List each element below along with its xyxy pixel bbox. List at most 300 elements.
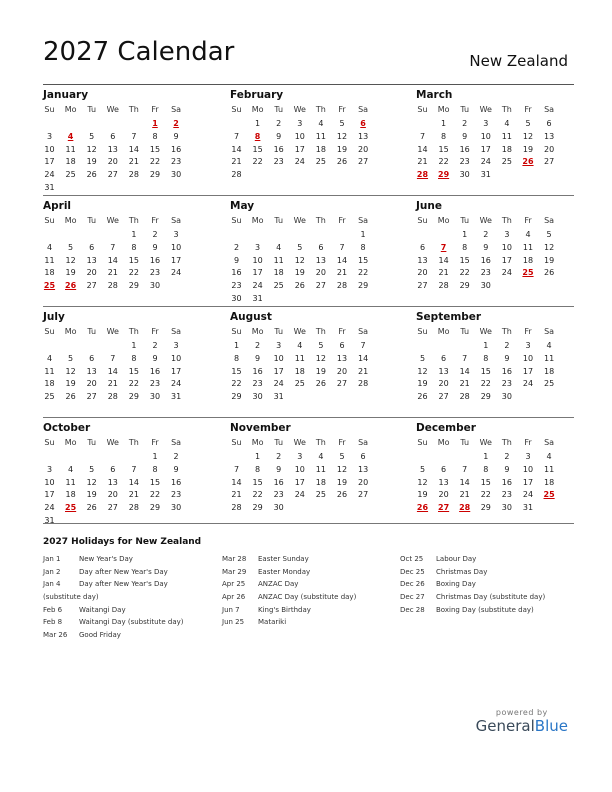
calendar-row — [43, 84, 574, 195]
calendar-day: 15 — [252, 477, 263, 487]
weekday-header: Su — [231, 327, 242, 336]
month-name: October — [43, 422, 91, 434]
calendar-day: 12 — [417, 366, 428, 376]
calendar-day: 24 — [171, 268, 182, 278]
calendar-day: 8 — [152, 131, 158, 141]
calendar-day: 17 — [171, 255, 182, 265]
calendar-day: 14 — [231, 477, 242, 487]
calendar-day: 17 — [171, 366, 182, 376]
calendar-day: 20 — [86, 268, 97, 278]
calendar-day: 16 — [231, 268, 242, 278]
calendar-day: 1 — [360, 230, 366, 239]
calendar-day: 3 — [255, 242, 261, 252]
holiday-date: Jun 25 — [222, 618, 245, 627]
calendar-day: 5 — [339, 119, 345, 128]
calendar-day: 27 — [358, 490, 369, 500]
holiday-date: Mar 28 — [222, 555, 247, 563]
calendar-day: 7 — [131, 464, 137, 474]
weekday-header: Su — [44, 216, 55, 225]
weekday-header: Tu — [274, 216, 284, 225]
calendar-day: 11 — [44, 255, 55, 265]
calendar-day: 19 — [65, 379, 76, 389]
calendar-day: 14 — [107, 255, 118, 265]
calendar-day: 9 — [276, 131, 282, 141]
calendar-day: 11 — [273, 255, 284, 265]
weekday-header: Fr — [151, 216, 159, 225]
calendar-day: 24 — [522, 490, 534, 500]
calendar-day: 26 — [86, 170, 97, 180]
calendar-day: 11 — [65, 477, 76, 487]
calendar-day: 28 — [107, 281, 118, 291]
holiday-name: Boxing Day (substitute day) — [436, 605, 534, 614]
weekday-header: Fr — [338, 438, 346, 447]
calendar-day: 23 — [273, 157, 284, 167]
calendar-day: 10 — [294, 464, 305, 474]
calendar-day: 28 — [231, 170, 242, 180]
holiday-day: 2 — [173, 119, 179, 128]
weekday-header: Tu — [87, 216, 97, 225]
weekday-header: Sa — [358, 438, 369, 447]
holiday-date: Mar 29 — [222, 567, 247, 576]
calendar-day: 17 — [44, 157, 55, 167]
weekday-header: Mo — [251, 438, 264, 447]
calendar-day: 18 — [544, 366, 555, 376]
calendar-day: 22 — [149, 490, 161, 500]
month-name: February — [230, 89, 284, 101]
calendar-day: 1 — [233, 341, 240, 350]
weekday-header: Fr — [524, 327, 532, 336]
holiday-date: Mar 26 — [43, 631, 68, 640]
calendar-day: 10 — [273, 353, 284, 363]
holiday-item — [43, 591, 184, 604]
calendar-day: 3 — [46, 131, 53, 141]
holiday-name: New Year's Day — [79, 555, 133, 563]
weekday-header: Tu — [274, 438, 284, 447]
calendar-day: 29 — [128, 281, 139, 291]
calendar-day: 24 — [294, 490, 305, 500]
calendar-day: 12 — [86, 144, 97, 154]
holiday-item — [43, 578, 184, 591]
weekday-header: We — [106, 327, 119, 336]
calendar-day: 19 — [336, 477, 348, 487]
calendar-day: 29 — [149, 170, 161, 180]
calendar-day: 1 — [255, 119, 261, 128]
weekday-header: Tu — [87, 105, 97, 114]
calendar-day: 3 — [297, 119, 303, 128]
calendar-day: 23 — [149, 379, 161, 389]
calendar-day: 29 — [480, 503, 491, 513]
calendar-day: 4 — [546, 341, 552, 350]
calendar-day: 31 — [522, 503, 534, 513]
calendar-day: 25 — [544, 379, 555, 389]
calendar-day: 18 — [273, 268, 284, 278]
holidays-title: 2027 Holidays for New Zealand — [43, 537, 202, 547]
calendar-day: 5 — [68, 242, 74, 252]
weekday-header: Tu — [460, 327, 470, 336]
calendar-day: 5 — [419, 353, 426, 363]
holiday-item — [43, 553, 184, 566]
weekday-header: Sa — [171, 216, 182, 225]
calendar-day: 22 — [459, 268, 470, 278]
holiday-item — [222, 604, 356, 617]
holiday-date: Jun 7 — [222, 605, 240, 614]
weekday-header: Mo — [64, 327, 77, 336]
calendar-day: 10 — [522, 464, 534, 474]
month-name: August — [230, 311, 272, 323]
weekday-header: Sa — [171, 438, 182, 447]
calendar-day: 7 — [339, 242, 345, 252]
holiday-day: 8 — [254, 131, 261, 141]
calendar-day: 6 — [441, 464, 447, 474]
calendar-day: 6 — [419, 242, 426, 252]
calendar-day: 14 — [128, 477, 139, 487]
holiday-item — [400, 553, 545, 566]
calendar-day: 30 — [501, 392, 512, 402]
calendar-day: 1 — [483, 452, 489, 461]
calendar-day: 5 — [68, 353, 74, 363]
calendar-day: 8 — [441, 131, 447, 141]
holiday-name: Waitangi Day — [79, 605, 126, 614]
calendar-day: 26 — [417, 392, 428, 402]
weekday-header: Sa — [358, 216, 369, 225]
calendar-day: 18 — [44, 379, 55, 389]
holiday-day: 6 — [360, 119, 366, 128]
calendar-day: 7 — [131, 131, 137, 141]
calendar-day: 16 — [149, 255, 161, 265]
calendar-day: 26 — [294, 281, 305, 291]
calendar-day: 4 — [46, 353, 53, 363]
calendar-day: 2 — [233, 242, 240, 252]
calendar-day: 20 — [107, 490, 118, 500]
calendar-day: 5 — [419, 464, 426, 474]
weekday-header: Fr — [524, 438, 532, 447]
country-name: New Zealand — [469, 52, 568, 70]
calendar-day: 7 — [419, 131, 426, 141]
weekday-header: Th — [128, 216, 139, 225]
calendar-day: 23 — [501, 490, 512, 500]
calendar-day: 2 — [483, 230, 489, 239]
calendar-day: 23 — [459, 157, 470, 167]
calendar-day: 25 — [501, 157, 512, 167]
calendar-day: 24 — [522, 379, 534, 389]
calendar-day: 21 — [231, 157, 242, 167]
calendar-day: 15 — [149, 477, 161, 487]
calendar-day: 21 — [358, 366, 369, 376]
calendar-day: 27 — [336, 379, 348, 389]
weekday-header: We — [479, 438, 492, 447]
calendar-day: 20 — [358, 144, 369, 154]
calendar-day: 10 — [171, 242, 182, 252]
calendar-day: 8 — [462, 242, 468, 252]
calendar-grid — [43, 84, 574, 528]
calendar-day: 2 — [276, 452, 282, 461]
calendar-day: 8 — [255, 464, 261, 474]
calendar-day: 9 — [483, 242, 489, 252]
calendar-day: 13 — [315, 255, 326, 265]
weekday-header: Sa — [544, 438, 555, 447]
calendar-day: 10 — [294, 131, 305, 141]
calendar-day: 11 — [501, 131, 512, 141]
calendar-day: 27 — [544, 157, 555, 167]
weekday-header: Th — [315, 105, 326, 114]
calendar-day: 16 — [501, 366, 512, 376]
weekday-header: We — [479, 216, 492, 225]
calendar-day: 28 — [438, 281, 449, 291]
holiday-item — [222, 553, 356, 566]
calendar-day: 20 — [438, 490, 449, 500]
calendar-day: 3 — [173, 341, 179, 350]
holiday-item — [400, 566, 545, 579]
calendar-day: 13 — [86, 255, 97, 265]
calendar-day: 5 — [318, 341, 324, 350]
calendar-day: 26 — [65, 392, 76, 402]
calendar-day: 9 — [173, 464, 179, 474]
calendar-day: 10 — [522, 353, 534, 363]
calendar-day: 22 — [480, 490, 491, 500]
calendar-day: 20 — [107, 157, 118, 167]
calendar-day: 24 — [44, 170, 55, 180]
weekday-header: Th — [315, 438, 326, 447]
month-name: April — [43, 200, 72, 212]
brand-logo[interactable] — [476, 708, 568, 735]
calendar-day: 10 — [501, 242, 512, 252]
holidays-column — [400, 553, 545, 616]
calendar-day: 21 — [128, 490, 139, 500]
calendar-day: 27 — [358, 157, 369, 167]
month-name: May — [230, 200, 255, 212]
calendar-day: 6 — [110, 131, 116, 141]
calendar-day: 15 — [438, 144, 449, 154]
weekday-header: Sa — [358, 105, 369, 114]
holiday-item — [222, 566, 356, 579]
weekday-header: Mo — [437, 216, 450, 225]
month-name: September — [416, 311, 482, 323]
calendar-day: 25 — [65, 170, 76, 180]
calendar-row — [43, 195, 574, 306]
calendar-day: 6 — [318, 242, 324, 252]
holiday-day: 25 — [522, 268, 534, 278]
holiday-date: Dec 27 — [400, 593, 425, 602]
calendar-day: 24 — [171, 379, 182, 389]
calendar-day: 12 — [336, 464, 348, 474]
calendar-day: 22 — [438, 157, 449, 167]
calendar-day: 1 — [462, 230, 468, 239]
calendar-day: 20 — [86, 379, 97, 389]
weekday-header: We — [293, 327, 306, 336]
weekday-header: Tu — [87, 438, 97, 447]
calendar-day: 4 — [68, 464, 74, 474]
calendar-day: 14 — [107, 366, 118, 376]
calendar-day: 20 — [358, 477, 369, 487]
holiday-day: 25 — [65, 503, 77, 513]
weekday-header: Th — [128, 438, 139, 447]
holiday-name: Boxing Day — [436, 580, 476, 589]
calendar-day: 9 — [152, 242, 158, 252]
calendar-day: 8 — [131, 242, 137, 252]
calendar-day: 27 — [438, 392, 449, 402]
calendar-day: 22 — [231, 379, 242, 389]
calendar-day: 16 — [480, 255, 491, 265]
calendar-day: 21 — [336, 268, 348, 278]
divider — [43, 523, 574, 524]
calendar-day: 16 — [149, 366, 161, 376]
weekday-header: Tu — [460, 105, 470, 114]
calendar-day: 16 — [171, 477, 182, 487]
calendar-day: 28 — [459, 392, 470, 402]
calendar-day: 26 — [544, 268, 555, 278]
calendar-day: 21 — [107, 379, 118, 389]
calendar-day: 27 — [417, 281, 428, 291]
holiday-day: 26 — [416, 503, 429, 513]
holiday-name: Easter Sunday — [258, 555, 309, 563]
holiday-name: King's Birthday — [258, 605, 311, 614]
calendar-day: 3 — [525, 452, 531, 461]
calendar-day: 2 — [504, 341, 510, 350]
calendar-day: 11 — [522, 242, 534, 252]
calendar-day: 5 — [297, 242, 303, 252]
calendar-day: 2 — [152, 341, 158, 350]
calendar-day: 3 — [483, 119, 489, 128]
powered-by-label: powered by — [495, 708, 548, 717]
calendar-day: 7 — [110, 353, 116, 363]
weekday-header: We — [479, 105, 492, 114]
holiday-name: Day after New Year's Day — [79, 567, 168, 576]
holiday-name: Christmas Day (substitute day) — [436, 593, 546, 602]
calendar-day: 12 — [522, 131, 534, 141]
calendar-day: 19 — [315, 366, 326, 376]
calendar-day: 29 — [128, 392, 139, 402]
calendar-day: 10 — [480, 131, 491, 141]
calendar-day: 2 — [173, 452, 179, 461]
calendar-day: 11 — [65, 144, 76, 154]
calendar-day: 29 — [231, 392, 242, 402]
calendar-day: 18 — [522, 255, 534, 265]
month-name: July — [43, 311, 65, 323]
holiday-date: Feb 8 — [43, 618, 63, 627]
calendar-day: 6 — [546, 119, 552, 128]
holiday-date: Jan 2 — [43, 567, 61, 576]
calendar-day: 13 — [544, 131, 555, 141]
calendar-day: 1 — [255, 452, 261, 461]
calendar-day: 28 — [358, 379, 369, 389]
calendar-day: 4 — [46, 242, 53, 252]
holiday-day: 28 — [459, 503, 471, 513]
weekday-header: We — [106, 438, 119, 447]
calendar-row — [43, 417, 574, 528]
calendar-day: 26 — [86, 503, 97, 513]
holiday-item — [43, 604, 184, 617]
calendar-day: 31 — [480, 170, 491, 180]
calendar-day: 20 — [336, 366, 348, 376]
holiday-name: ANZAC Day — [258, 580, 299, 589]
weekday-header: Su — [44, 105, 55, 114]
calendar-day: 22 — [149, 157, 161, 167]
calendar-day: 26 — [336, 157, 348, 167]
calendar-day: 13 — [107, 144, 118, 154]
calendar-day: 1 — [483, 341, 489, 350]
weekday-header: Fr — [151, 438, 159, 447]
calendar-day: 30 — [149, 281, 161, 291]
calendar-day: 17 — [44, 490, 55, 500]
calendar-day: 7 — [233, 131, 240, 141]
holiday-day: 7 — [440, 242, 447, 252]
calendar-day: 4 — [318, 119, 324, 128]
holiday-date: Jan 1 — [43, 555, 61, 563]
calendar-day: 1 — [131, 341, 137, 350]
calendar-day: 3 — [173, 230, 179, 239]
weekday-header: Tu — [460, 438, 470, 447]
calendar-day: 13 — [86, 366, 97, 376]
month-name: March — [416, 89, 453, 101]
calendar-day: 11 — [294, 353, 305, 363]
calendar-day: 8 — [483, 464, 489, 474]
calendar-day: 27 — [315, 281, 326, 291]
calendar-day: 15 — [459, 255, 470, 265]
calendar-day: 16 — [273, 144, 284, 154]
calendar-day: 2 — [255, 341, 261, 350]
holiday-item — [400, 578, 545, 591]
calendar-day: 24 — [273, 379, 284, 389]
calendar-day: 30 — [149, 392, 161, 402]
calendar-day: 12 — [417, 477, 428, 487]
weekday-header: Sa — [544, 327, 555, 336]
holiday-date: Jan 4 — [43, 580, 61, 589]
month-name: June — [416, 200, 442, 212]
holiday-name: Christmas Day — [436, 567, 488, 576]
calendar-day: 14 — [417, 144, 428, 154]
calendar-day: 29 — [480, 392, 491, 402]
calendar-day: 13 — [438, 477, 449, 487]
holiday-date: Oct 25 — [400, 555, 424, 563]
weekday-header: Mo — [251, 105, 264, 114]
calendar-day: 23 — [171, 490, 182, 500]
weekday-header: Th — [315, 216, 326, 225]
calendar-day: 22 — [252, 157, 263, 167]
calendar-day: 18 — [315, 144, 326, 154]
holiday-item — [43, 629, 184, 642]
holiday-day: 27 — [438, 503, 450, 513]
calendar-day: 28 — [231, 503, 242, 513]
weekday-header: Sa — [171, 327, 182, 336]
weekday-header: Mo — [251, 327, 264, 336]
calendar-day: 5 — [89, 131, 95, 141]
weekday-header: Tu — [274, 327, 284, 336]
holidays-column — [43, 553, 184, 642]
weekday-header: Fr — [338, 216, 346, 225]
calendar-day: 12 — [294, 255, 305, 265]
holiday-item — [222, 578, 356, 591]
calendar-day: 17 — [273, 366, 284, 376]
calendar-day: 14 — [128, 144, 139, 154]
holiday-day: 4 — [67, 131, 74, 141]
weekday-header: Mo — [437, 438, 450, 447]
calendar-day: 17 — [252, 268, 263, 278]
weekday-header: Sa — [544, 216, 555, 225]
month-name: November — [230, 422, 291, 434]
calendar-day: 24 — [252, 281, 263, 291]
calendar-day: 7 — [110, 242, 116, 252]
calendar-day: 22 — [480, 379, 491, 389]
holiday-date: Feb 6 — [43, 605, 63, 614]
calendar-day: 30 — [273, 503, 284, 513]
weekday-header: Su — [417, 105, 428, 114]
calendar-day: 18 — [65, 490, 76, 500]
weekday-header: Fr — [151, 105, 159, 114]
calendar-day: 25 — [273, 281, 284, 291]
holiday-name: Waitangi Day (substitute day) — [79, 618, 184, 627]
calendar-day: 9 — [276, 464, 282, 474]
calendar-day: 19 — [544, 255, 555, 265]
